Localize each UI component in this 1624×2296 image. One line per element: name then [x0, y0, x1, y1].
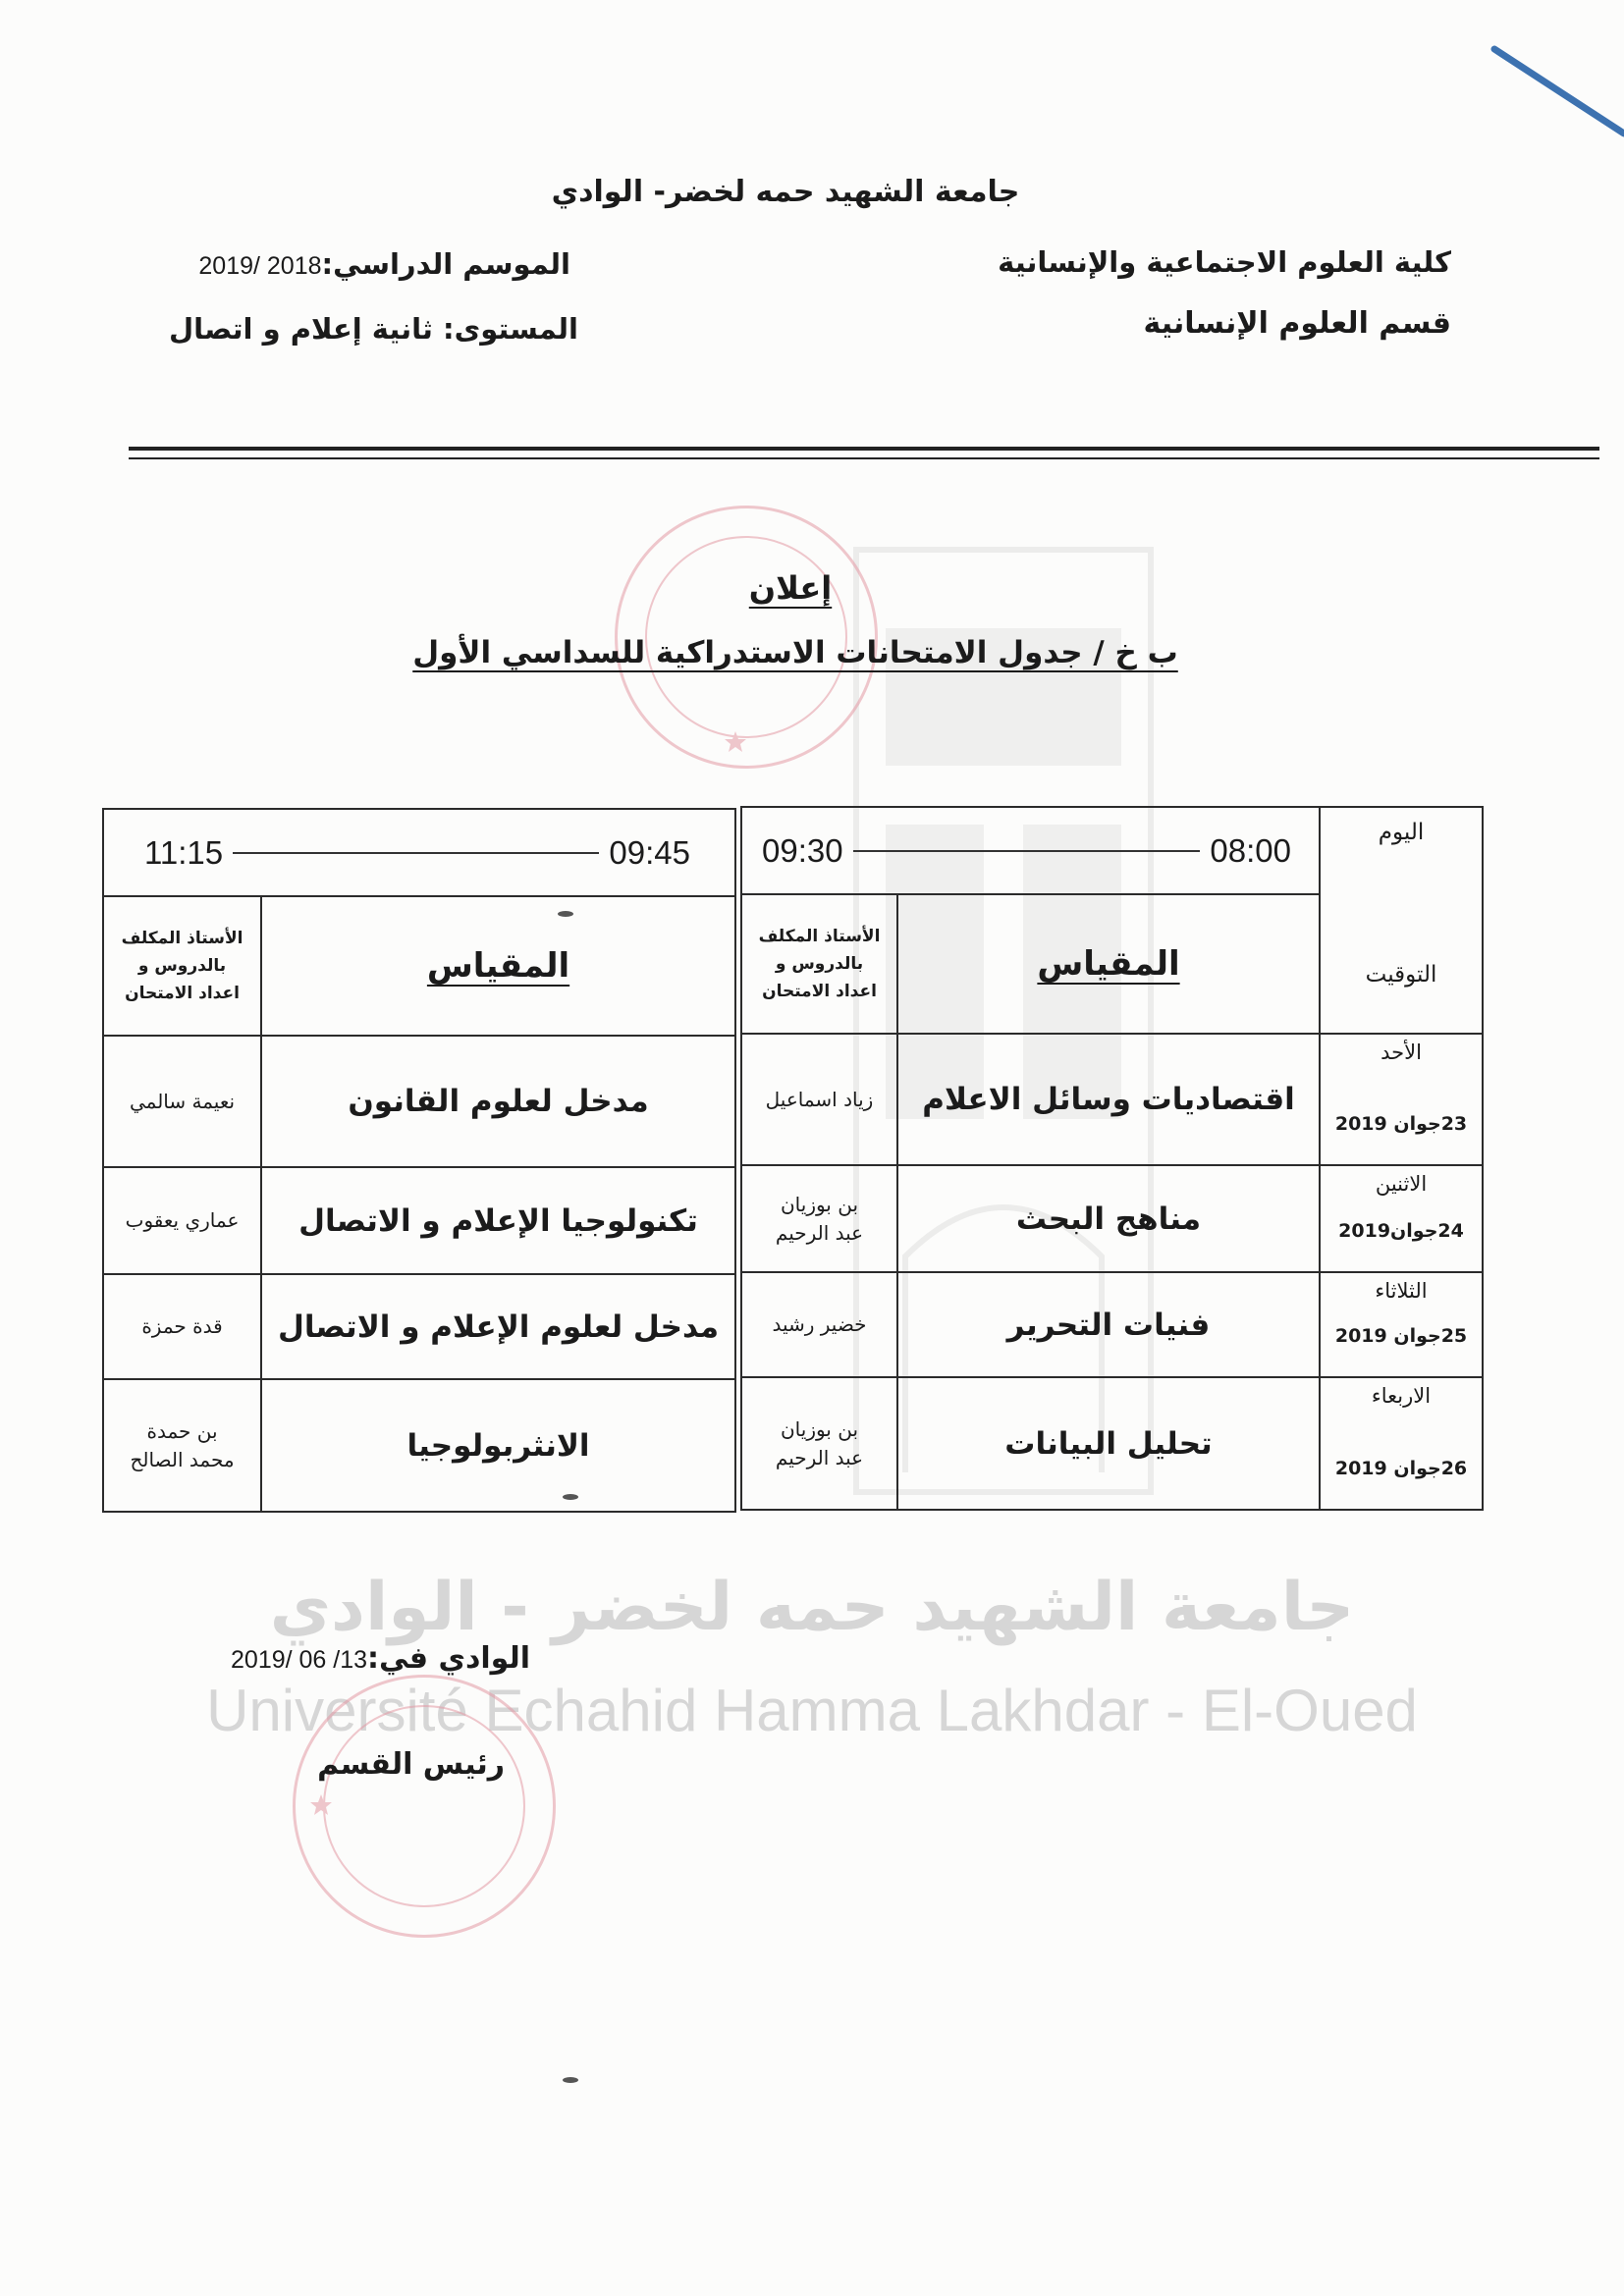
professor-header: الأستاذ المكلف بالدروس و اعداد الامتحان	[121, 928, 244, 1004]
subject-cell: فنيات التحرير	[897, 1272, 1320, 1377]
time-header: التوقيت	[1365, 962, 1437, 988]
scan-smudge	[556, 909, 575, 919]
subject-header-cell	[261, 896, 735, 1036]
scan-smudge	[561, 2075, 580, 2085]
announcement-subtitle: ب خ / جدول الامتحانات الاستدراكية للسداسي الأول	[412, 635, 1178, 670]
professor-cell: قدة حمزة	[103, 1274, 261, 1379]
watermark-latin: Université Echahid Hamma Lakhdar - El-Oued	[206, 1678, 1418, 1743]
professor-cell: بن بوزيان عبد الرحيم	[741, 1165, 897, 1272]
day-name: الثلاثاء	[1375, 1279, 1428, 1303]
day-cell	[1320, 1377, 1483, 1510]
subject-cell: تكنولوجيا الإعلام و الاتصال	[261, 1167, 735, 1274]
place-and-date	[231, 1641, 530, 1676]
day-name: الاثنين	[1375, 1172, 1428, 1196]
day-date: 25جوان 2019	[1334, 1325, 1468, 1347]
stamp-star-icon	[724, 730, 747, 754]
time-range-line	[233, 852, 599, 854]
university-name: جامعة الشهيد حمه لخضر- الوادي	[551, 175, 1020, 209]
stamp-inner-ring	[323, 1705, 525, 1907]
subject-cell: مناهج البحث	[897, 1165, 1320, 1272]
level-value: ثانية إعلام و اتصال	[169, 312, 433, 346]
schedule-table-session-2	[102, 808, 736, 1513]
session-time-cell	[103, 809, 735, 896]
professor-cell: نعيمة سالمي	[103, 1036, 261, 1167]
session-start-time: 08:00	[1210, 831, 1291, 869]
header-double-rule	[129, 447, 1599, 459]
subject-cell: تحليل البيانات	[897, 1377, 1320, 1510]
day-cell	[1320, 1272, 1483, 1377]
professor-cell: بن بوزيان عبد الرحيم	[741, 1377, 897, 1510]
session-start-time: 09:45	[609, 833, 691, 871]
professor-header-cell	[103, 896, 261, 1036]
professor-cell: عماري يعقوب	[103, 1167, 261, 1274]
season-value: 2019/ 2018	[198, 252, 322, 280]
day-cell	[1320, 1165, 1483, 1272]
subject-header: المقياس	[1037, 944, 1180, 984]
signing-date: 2019/ 06 /13	[231, 1646, 368, 1674]
day-date: 26جوان 2019	[1334, 1458, 1468, 1479]
level-label: المستوى:	[443, 312, 578, 346]
session-end-time: 11:15	[144, 833, 224, 871]
day-name: الاربعاء	[1371, 1384, 1432, 1408]
pen-mark	[1473, 29, 1624, 147]
subject-cell: الانثربولوجيا	[261, 1379, 735, 1512]
faculty-name: كلية العلوم الاجتماعية والإنسانية	[998, 245, 1451, 279]
day-cell	[1320, 1034, 1483, 1165]
department-head-signature-label: رئيس القسم	[317, 1747, 505, 1782]
scan-smudge	[561, 1492, 580, 1502]
day-time-header-cell	[1320, 807, 1483, 1034]
professor-header: الأستاذ المكلف بالدروس و اعداد الامتحان	[758, 926, 881, 1002]
professor-header-cell	[741, 894, 897, 1034]
official-stamp-bottom	[293, 1675, 556, 1938]
subject-header-cell	[897, 894, 1320, 1034]
professor-cell: بن حمدة محمد الصالح	[103, 1379, 261, 1512]
place-label: الوادي في:	[367, 1641, 530, 1676]
day-header: اليوم	[1378, 820, 1425, 845]
season-label: الموسم الدراسي:	[321, 247, 570, 281]
session-time-cell	[741, 807, 1320, 894]
academic-season	[198, 247, 570, 281]
department-name: قسم العلوم الإنسانية	[1143, 306, 1451, 341]
announcement-title: إعلان	[748, 569, 833, 607]
professor-cell: زياد اسماعيل	[741, 1034, 897, 1165]
subject-cell: مدخل لعلوم الإعلام و الاتصال	[261, 1274, 735, 1379]
subject-cell: مدخل لعلوم القانون	[261, 1036, 735, 1167]
time-range-line	[853, 850, 1201, 852]
day-date: 23جوان 2019	[1334, 1113, 1468, 1135]
day-date: 24جوان2019	[1338, 1220, 1464, 1242]
day-name: الأحد	[1380, 1041, 1422, 1064]
subject-header: المقياس	[426, 946, 570, 986]
subject-cell: اقتصاديات وسائل الاعلام	[897, 1034, 1320, 1165]
professor-cell: خضير رشيد	[741, 1272, 897, 1377]
stamp-star-icon	[309, 1793, 333, 1817]
watermark-arabic: جامعة الشهيد حمه لخضر - الوادي	[269, 1569, 1355, 1646]
session-end-time: 09:30	[762, 831, 843, 869]
schedule-table-session-1	[740, 806, 1484, 1511]
study-level	[169, 312, 578, 346]
